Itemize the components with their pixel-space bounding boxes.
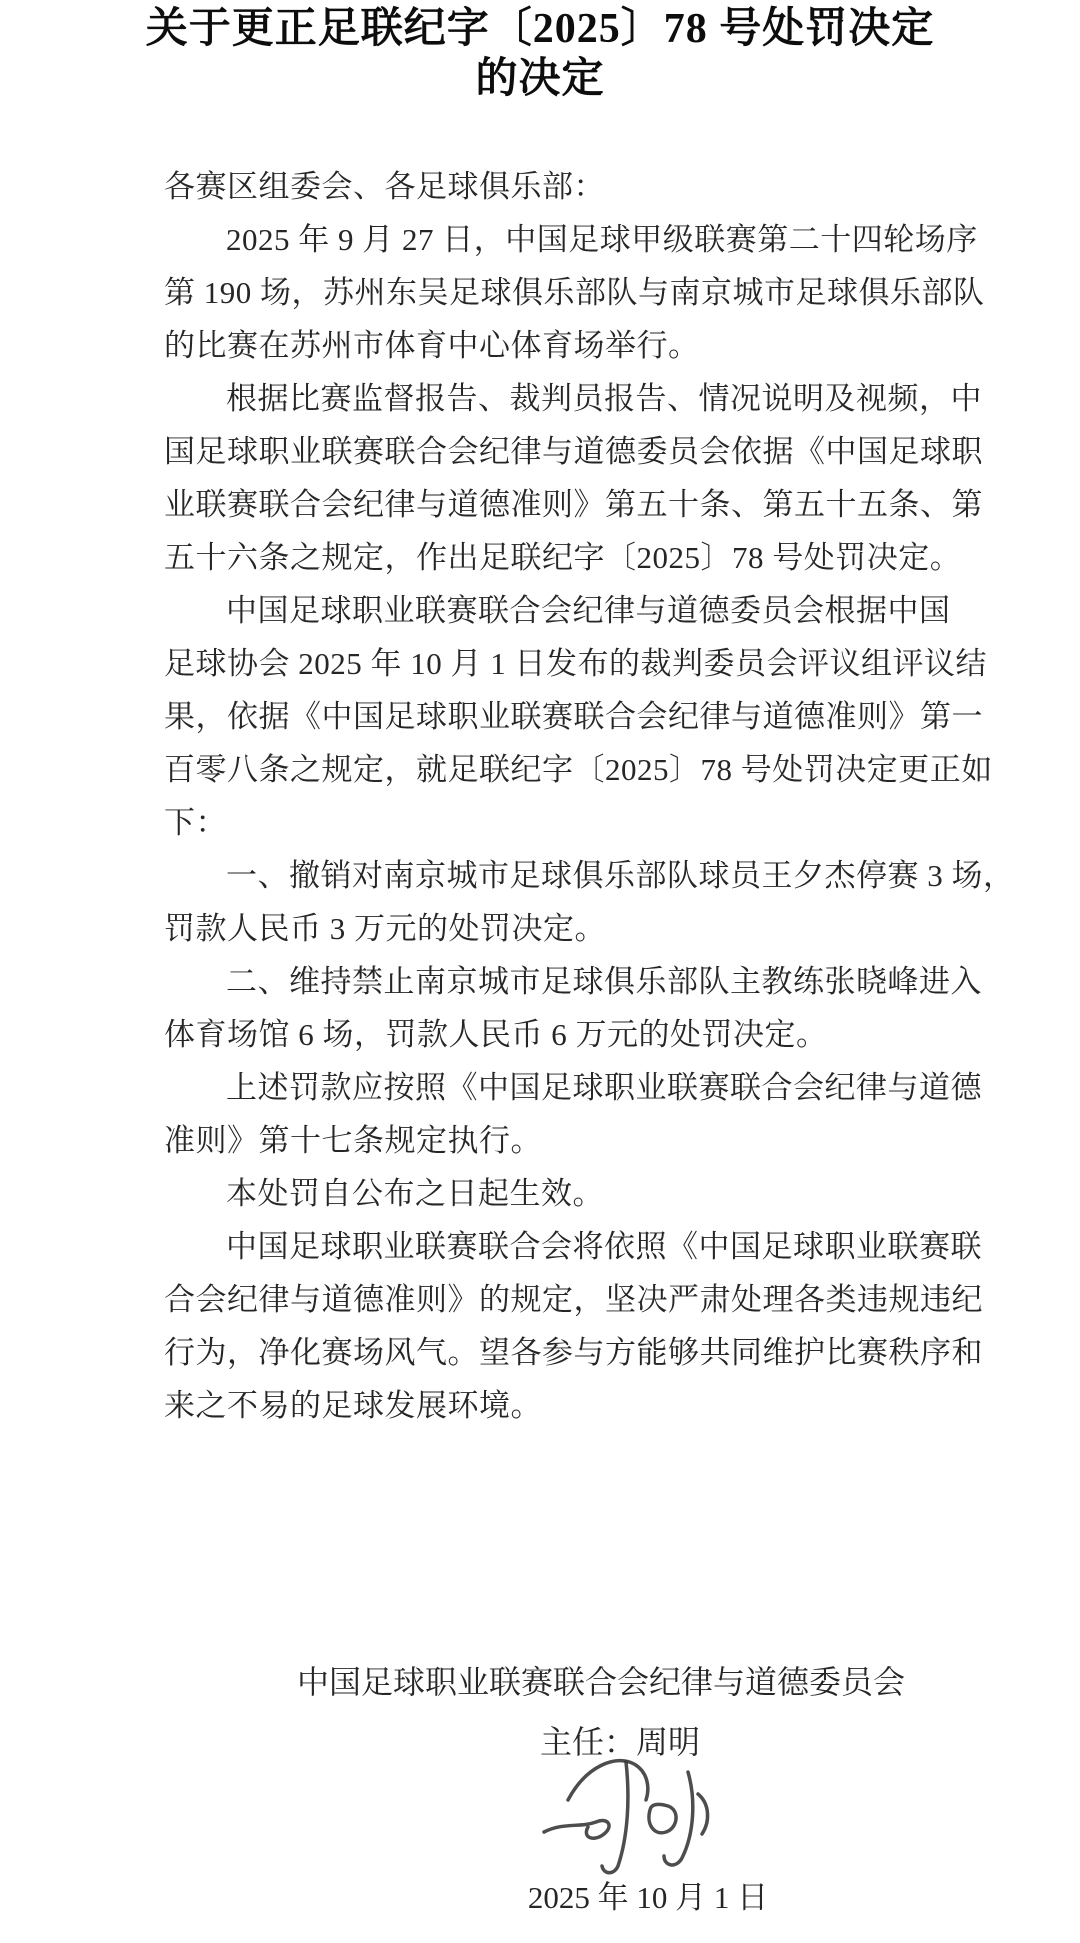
body-line: 来之不易的足球发展环境。 <box>164 1388 542 1423</box>
signature-organization: 中国足球职业联赛联合会纪律与道德委员会 <box>296 1664 905 1700</box>
body-line: 的比赛在苏州市体育中心体育场举行。 <box>164 328 700 363</box>
body-line: 下： <box>164 805 227 840</box>
body-line: 2025 年 9 月 27 日，中国足球甲级联赛第二十四轮场序 <box>226 222 978 257</box>
body-line: 五十六条之规定，作出足联纪字〔2025〕78 号处罚决定。 <box>164 540 962 575</box>
body-line: 罚款人民币 3 万元的处罚决定。 <box>164 911 606 946</box>
body-line: 足球协会 2025 年 10 月 1 日发布的裁判委员会评议组评议结 <box>164 646 987 681</box>
document-body <box>164 160 1015 1432</box>
body-line: 国足球职业联赛联合会纪律与道德委员会依据《中国足球职 <box>164 434 983 469</box>
body-line: 一、撤销对南京城市足球俱乐部队球员王夕杰停赛 3 场， <box>226 858 1015 893</box>
signature-signer-name: 主任：周明 <box>539 1724 700 1760</box>
body-line: 合会纪律与道德准则》的规定，坚决严肃处理各类违规违纪 <box>164 1282 983 1317</box>
body-line: 业联赛联合会纪律与道德准则》第五十条、第五十五条、第 <box>164 487 983 522</box>
body-line: 行为，净化赛场风气。望各参与方能够共同维护比赛秩序和 <box>164 1335 983 1370</box>
title-line-2: 的决定 <box>475 56 605 102</box>
body-line: 百零八条之规定，就足联纪字〔2025〕78 号处罚决定更正如 <box>164 752 993 787</box>
signature-date: 2025 年 10 月 1 日 <box>527 1880 769 1915</box>
body-line: 体育场馆 6 场，罚款人民币 6 万元的处罚决定。 <box>164 1017 828 1052</box>
handwritten-signature-icon <box>538 1748 733 1880</box>
body-line: 准则》第十七条规定执行。 <box>164 1123 542 1158</box>
body-line: 根据比赛监督报告、裁判员报告、情况说明及视频，中 <box>226 381 982 416</box>
body-line: 本处罚自公布之日起生效。 <box>226 1176 604 1211</box>
document-title <box>0 4 1080 104</box>
body-line: 上述罚款应按照《中国足球职业联赛联合会纪律与道德 <box>226 1070 982 1105</box>
body-line: 二、维持禁止南京城市足球俱乐部队主教练张晓峰进入 <box>226 964 982 999</box>
body-line: 果，依据《中国足球职业联赛联合会纪律与道德准则》第一 <box>164 699 983 734</box>
body-line: 中国足球职业联赛联合会将依照《中国足球职业联赛联 <box>226 1229 982 1264</box>
title-line-1: 关于更正足联纪字〔2025〕78 号处罚决定 <box>145 6 935 52</box>
body-line: 各赛区组委会、各足球俱乐部： <box>164 169 605 204</box>
body-line: 第 190 场，苏州东吴足球俱乐部队与南京城市足球俱乐部队 <box>164 275 985 310</box>
body-line: 中国足球职业联赛联合会纪律与道德委员会根据中国 <box>226 593 951 628</box>
